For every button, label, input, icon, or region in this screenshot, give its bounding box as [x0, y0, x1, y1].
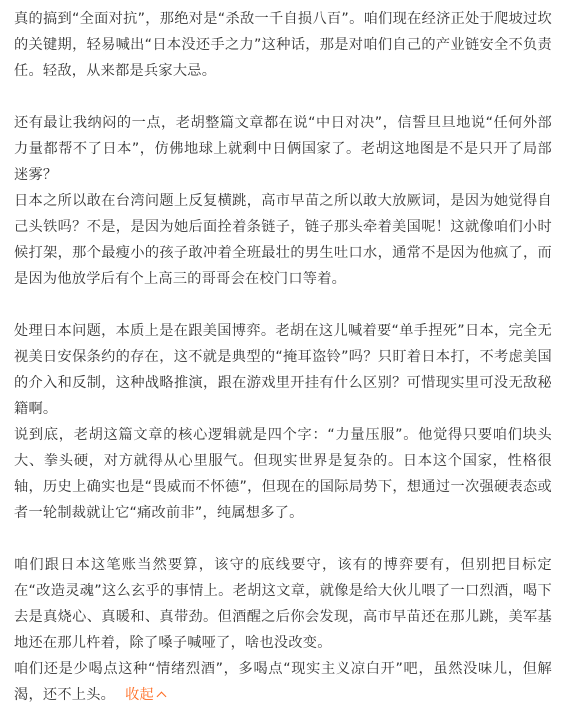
collapse-label: 收起 — [125, 687, 154, 703]
chevron-up-icon — [157, 692, 167, 702]
paragraph-4: 处理日本问题，本质上是在跟美国博弈。老胡在这儿喊着要“单手捏死”日本，完全无视美日安保条约的存在，这不就是典型的“掩耳盗铃”吗？只盯着日本打，不考虑美国的介入和反制，这种战略推演，跟在游戏里开挂有什么区别？可惜现实里可没无敌秘籍啊。 — [14, 323, 552, 417]
last-paragraph-text: 咱们还是少喝点这种“情绪烈酒”，多喝点“现实主义凉白开”吧，虽然没味儿，但解渴，还不上头。 — [14, 661, 552, 703]
collapse-link[interactable] — [125, 687, 165, 703]
paragraph-6: 咱们跟日本这笔账当然要算，该守的底线要守，该有的博弈要有，但别把目标定在“改造灵魂”这么玄乎的事情上。老胡这文章，就像是给大伙儿喂了一口烈酒，喝下去是真烧心、真暖和、真带劲。但酒醒之后你会发现，高市早苗还在那儿跳，美军基地还在那儿杵着，除了嗓子喊哑了，啥也没改变。 — [14, 557, 552, 651]
paragraph-3: 日本之所以敢在台湾问题上反复横跳，高市早苗之所以敢大放厥词，是因为她觉得自己头铁吗？不是，是因为她后面拴着条链子，链子那头牵着美国呢！这就像咱们小时候打架，那个最瘦小的孩子敢冲着全班最壮的男生吐口水，通常不是因为他疯了，而是因为他放学后有个上高三的哥哥会在校门口等着。 — [14, 193, 552, 287]
paragraph-5: 说到底，老胡这篇文章的核心逻辑就是四个字：“力量压服”。他觉得只要咱们块头大、拳头硬，对方就得从心里服气。但现实世界是复杂的。日本这个国家，性格很轴，历史上确实也是“畏威而不怀德”，但现在的国际局势下，想通过一次强硬表态或者一轮制裁就让它“痛改前非”，纯属想多了。 — [14, 427, 552, 521]
paragraph-7 — [14, 656, 552, 708]
paragraph-1: 真的搞到“全面对抗”，那绝对是“杀敌一千自损八百”。咱们现在经济正处于爬坡过坎的关键期，轻易喊出“日本没还手之力”这种话，那是对咱们自己的产业链安全不负责任。轻敌，从来都是兵家大忌。 — [14, 11, 552, 79]
paragraph-2: 还有最让我纳闷的一点，老胡整篇文章都在说“中日对决”，信誓旦旦地说“任何外部力量都帮不了日本”，仿佛地球上就剩中日俩国家了。老胡这地图是不是只开了局部迷雾？ — [14, 115, 552, 183]
